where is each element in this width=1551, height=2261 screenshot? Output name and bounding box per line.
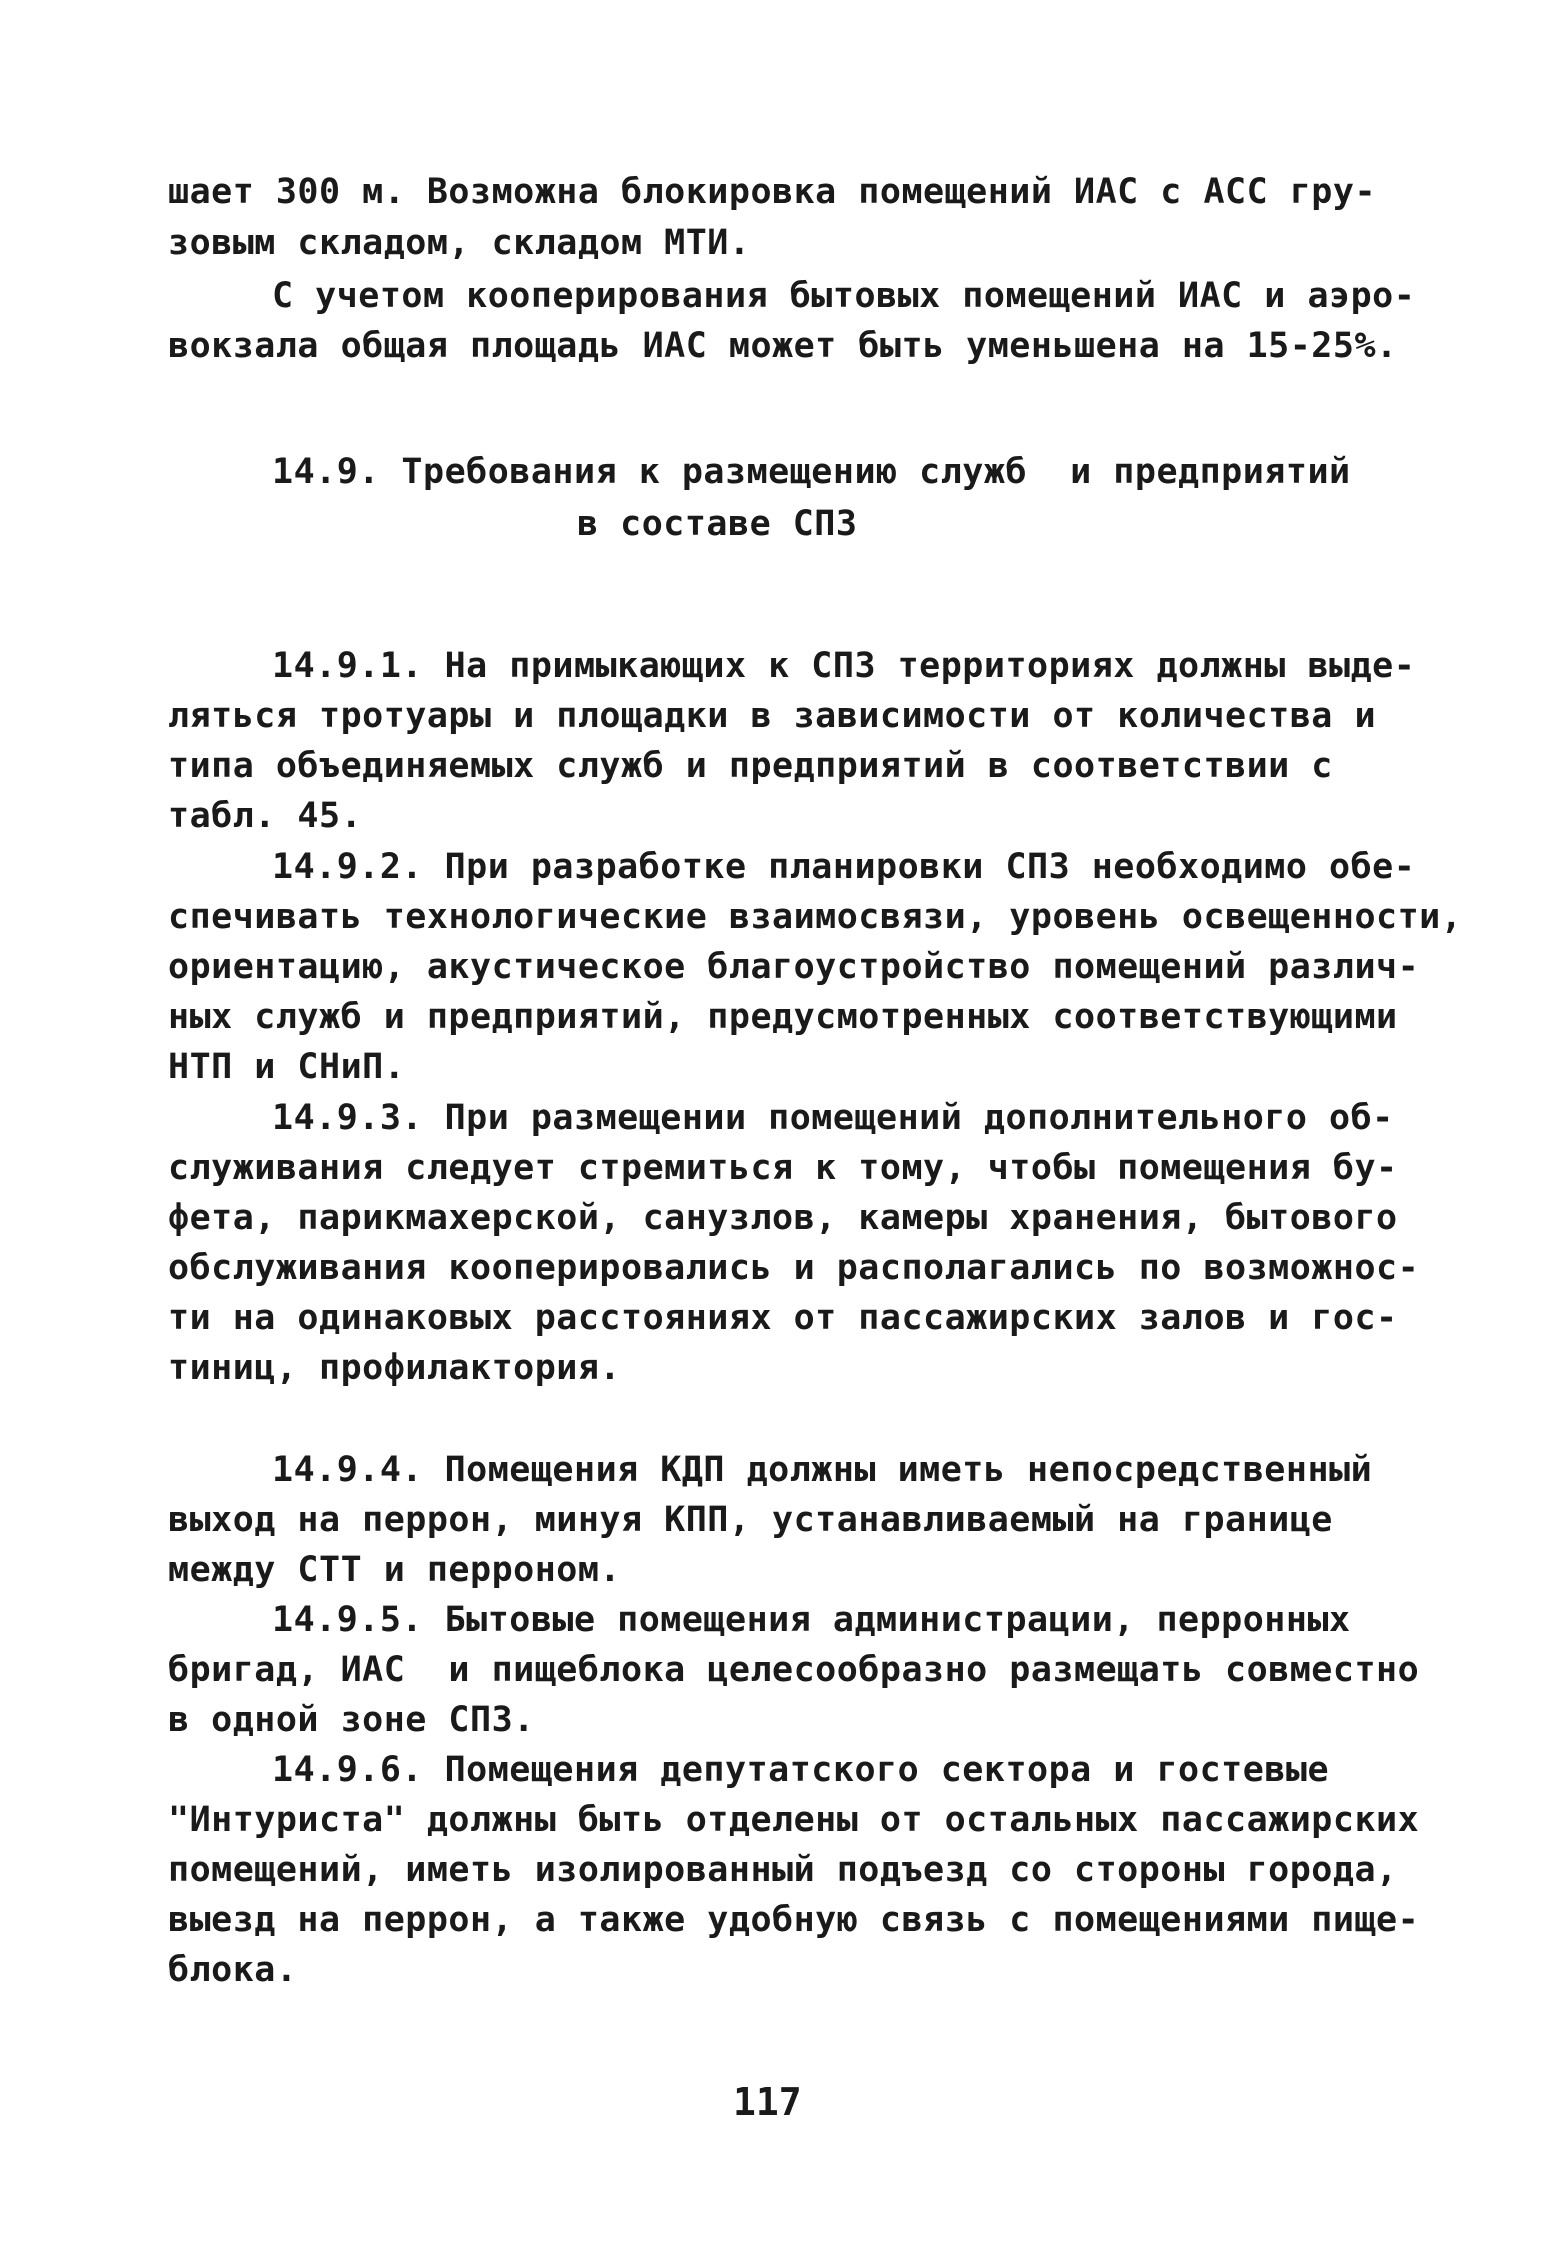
section-heading: в составе СПЗ (577, 504, 858, 544)
clause-line: в одной зоне СПЗ. (168, 1700, 535, 1740)
clause-line: 14.9.2. При разработке планировки СПЗ необходимо обе- (272, 847, 1416, 887)
page-number: 117 (733, 2080, 802, 2124)
clause-line: 14.9.3. При размещении помещений дополнительного об- (272, 1098, 1394, 1138)
clause-line: ти на одинаковых расстояниях от пассажирских залов и гос- (168, 1298, 1398, 1338)
clause-line: "Интуриста" должны быть отделены от остальных пассажирских (168, 1800, 1420, 1840)
text-line: С учетом кооперирования бытовых помещений ИАС и аэро- (272, 276, 1416, 316)
text-line: зовым складом, складом МТИ. (168, 223, 751, 263)
clause-line: ных служб и предприятий, предусмотренных соответствующими (168, 997, 1398, 1037)
clause-line: 14.9.4. Помещения КДП должны иметь непосредственный (272, 1450, 1373, 1490)
clause-line: 14.9.6. Помещения депутатского сектора и гостевые (272, 1750, 1330, 1790)
section-heading: 14.9. Требования к размещению служб и предприятий (272, 452, 1351, 492)
clause-line: обслуживания кооперировались и располагались по возможнос- (168, 1248, 1420, 1288)
clause-line: табл. 45. (168, 796, 363, 836)
text-line: вокзала общая площадь ИАС может быть уменьшена на 15-25%. (168, 326, 1398, 366)
clause-line: типа объединяемых служб и предприятий в соответствии с (168, 746, 1333, 786)
clause-line: блока. (168, 1950, 298, 1990)
clause-line: бригад, ИАС и пищеблока целесообразно размещать совместно (168, 1650, 1420, 1690)
clause-line: выезд на перрон, а также удобную связь с помещениями пище- (168, 1900, 1420, 1940)
clause-line: фета, парикмахерской, санузлов, камеры хранения, бытового (168, 1198, 1398, 1238)
clause-line: тиниц, профилактория. (168, 1348, 622, 1388)
clause-line: ориентацию, акустическое благоустройство помещений различ- (168, 947, 1420, 987)
clause-line: служивания следует стремиться к тому, чтобы помещения бу- (168, 1148, 1398, 1188)
clause-line: помещений, иметь изолированный подъезд со стороны города, (168, 1850, 1398, 1890)
clause-line: 14.9.1. На примыкающих к СПЗ территориях должны выде- (272, 646, 1416, 686)
clause-line: между СТТ и перроном. (168, 1550, 622, 1590)
clause-line: 14.9.5. Бытовые помещения администрации, перронных (272, 1600, 1351, 1640)
clause-line: ляться тротуары и площадки в зависимости от количества и (168, 696, 1377, 736)
clause-line: НТП и СНиП. (168, 1047, 406, 1087)
text-line: шает 300 м. Возможна блокировка помещений ИАС с АСС гру- (168, 172, 1377, 212)
clause-line: выход на перрон, минуя КПП, устанавливаемый на границе (168, 1500, 1333, 1540)
clause-line: спечивать технологические взаимосвязи, уровень освещенности, (168, 897, 1463, 937)
